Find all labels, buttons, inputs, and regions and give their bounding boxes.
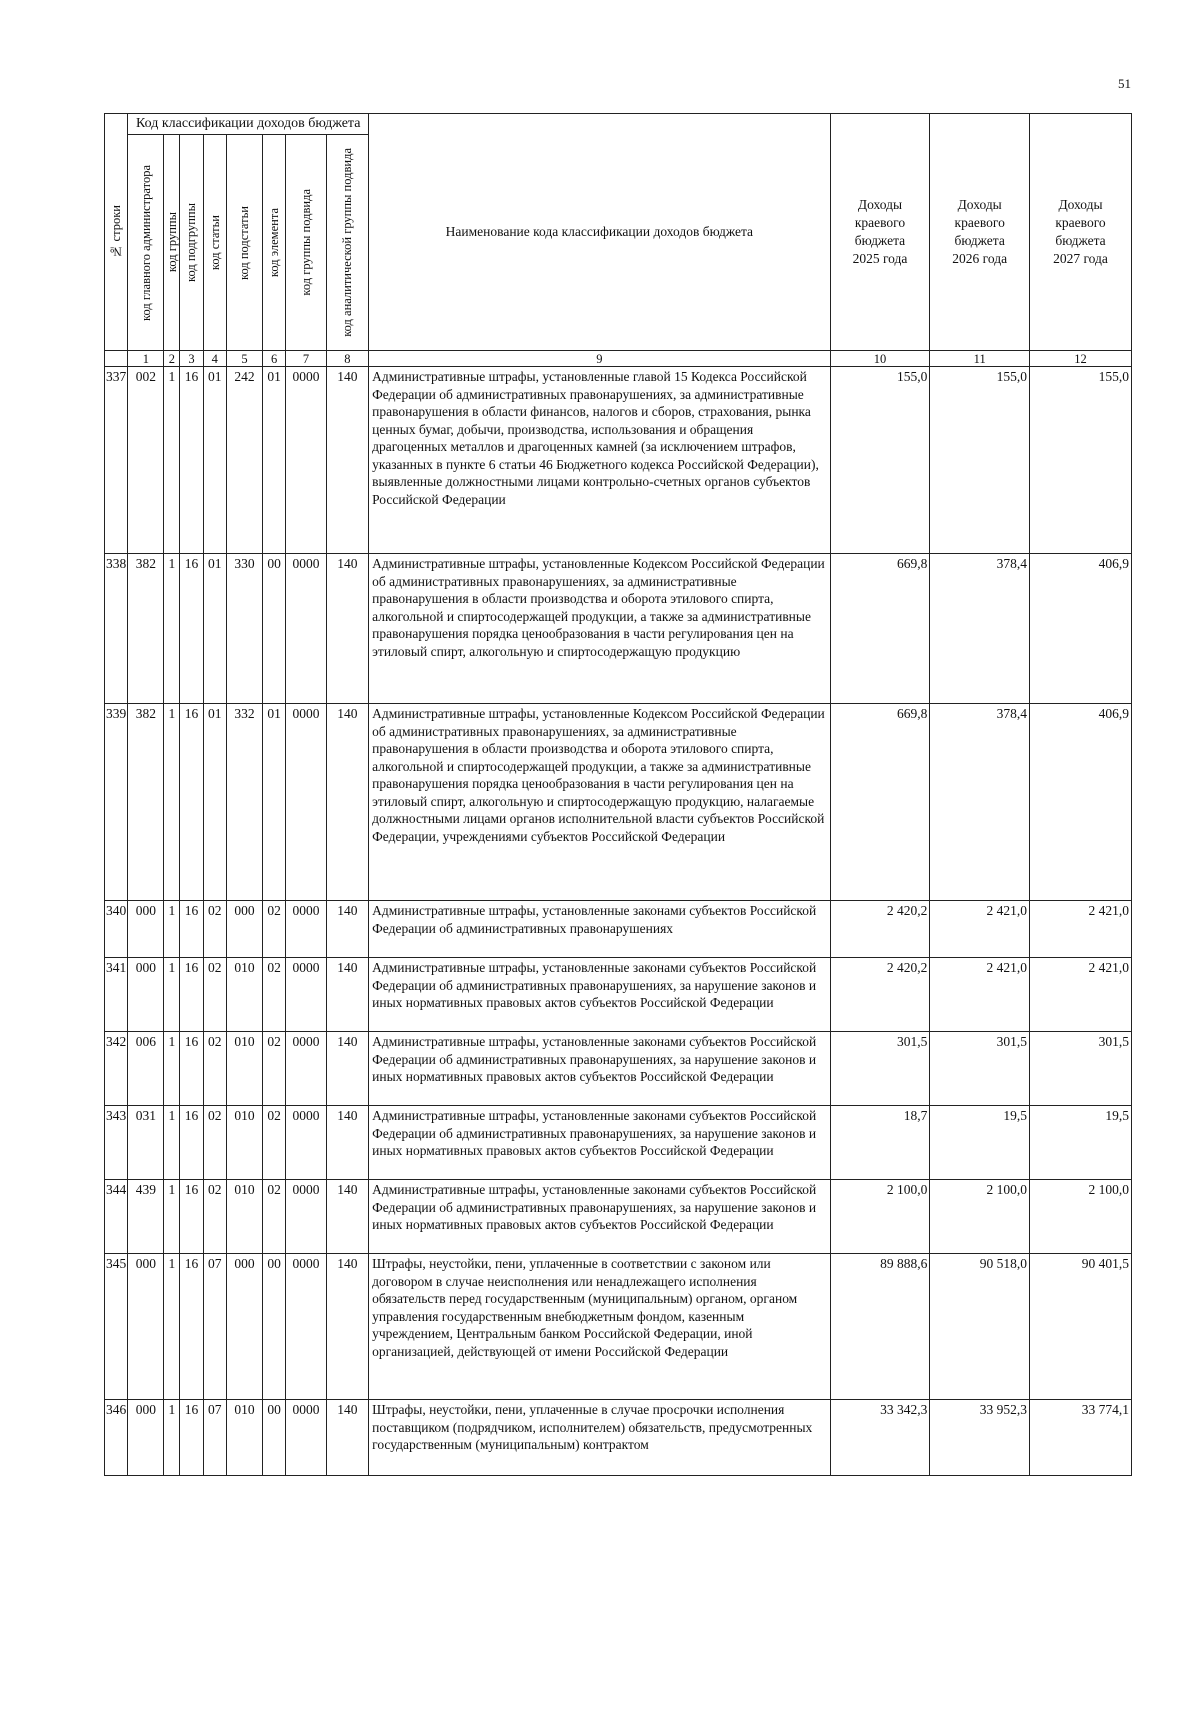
column-number: 1 — [128, 351, 164, 367]
table-row — [105, 1032, 1132, 1106]
subgroup-code: 16 — [180, 1180, 203, 1254]
income-name: Штрафы, неустойки, пени, уплаченные в соответствии с законом или договором в случае неисполнения или ненадлежащего исполнения обязательств перед государственным (муниципальным) органом, органом управления государственным внебюджетным фондом, казенным учреждением, Центральным банком Российской Федерации, иной организацией, действующей от имени Российской Федерации — [369, 1254, 830, 1400]
article-code: 01 — [203, 554, 226, 704]
income-2026: 19,5 — [930, 1106, 1030, 1180]
income-name: Административные штрафы, установленные главой 15 Кодекса Российской Федерации об административных правонарушениях, за административные правонарушения в области финансов, налогов и сборов, страхования, рынка ценных бумаг, добычи, производства, использования и обращения драгоценных металлов и драгоценных камней (за исключением штрафов, указанных в пункте 6 статьи 46 Бюджетного кодекса Российской Федерации), выявленные должностными лицами контрольно-счетных органов субъектов Российской Федерации — [369, 367, 830, 554]
table-row — [105, 1400, 1132, 1476]
subtype-code: 0000 — [286, 1400, 326, 1476]
subgroup-code: 16 — [180, 704, 203, 901]
income-2026: 378,4 — [930, 554, 1030, 704]
subarticle-code: 000 — [226, 1254, 262, 1400]
column-number: 8 — [326, 351, 368, 367]
subgroup-code: 16 — [180, 958, 203, 1032]
element-code: 02 — [263, 958, 286, 1032]
page-number: 51 — [1118, 76, 1131, 91]
header-group-code: код группы — [164, 135, 180, 351]
column-number: 10 — [830, 351, 930, 367]
article-code: 01 — [203, 704, 226, 901]
subgroup-code: 16 — [180, 1106, 203, 1180]
element-code: 01 — [263, 367, 286, 554]
subtype-code: 0000 — [286, 1106, 326, 1180]
analytic-code: 140 — [326, 1106, 368, 1180]
income-2025: 669,8 — [830, 554, 930, 704]
income-2027: 2 421,0 — [1030, 958, 1132, 1032]
element-code: 00 — [263, 554, 286, 704]
income-2025: 155,0 — [830, 367, 930, 554]
header-subgroup-code: код подгруппы — [180, 135, 203, 351]
income-2026: 155,0 — [930, 367, 1030, 554]
row-number: 339 — [105, 704, 128, 901]
article-code: 02 — [203, 1106, 226, 1180]
subgroup-code: 16 — [180, 1254, 203, 1400]
subarticle-code: 010 — [226, 1180, 262, 1254]
header-analytic-group-code: код аналитической группы подвида — [326, 135, 368, 351]
income-name: Административные штрафы, установленные законами субъектов Российской Федерации об административных правонарушениях, за нарушение законов и иных нормативных правовых актов субъектов Российской Федерации — [369, 1032, 830, 1106]
article-code: 07 — [203, 1254, 226, 1400]
header-article-code: код статьи — [203, 135, 226, 351]
income-name: Административные штрафы, установленные законами субъектов Российской Федерации об административных правонарушениях, за нарушение законов и иных нормативных правовых актов субъектов Российской Федерации — [369, 1106, 830, 1180]
income-2026: 378,4 — [930, 704, 1030, 901]
article-code: 01 — [203, 367, 226, 554]
column-numbers-row — [105, 351, 1132, 367]
income-2025: 2 420,2 — [830, 901, 930, 958]
header-income-2026: Доходы краевого бюджета 2026 года — [930, 114, 1030, 351]
row-number: 344 — [105, 1180, 128, 1254]
income-2026: 2 100,0 — [930, 1180, 1030, 1254]
analytic-code: 140 — [326, 1032, 368, 1106]
income-2027: 406,9 — [1030, 554, 1132, 704]
income-name: Административные штрафы, установленные законами субъектов Российской Федерации об административных правонарушениях, за нарушение законов и иных нормативных правовых актов субъектов Российской Федерации — [369, 958, 830, 1032]
subarticle-code: 010 — [226, 1400, 262, 1476]
income-2026: 90 518,0 — [930, 1254, 1030, 1400]
header-classification-group: Код классификации доходов бюджета — [128, 114, 369, 135]
group-code: 1 — [164, 1106, 180, 1180]
admin-code: 439 — [128, 1180, 164, 1254]
row-number: 346 — [105, 1400, 128, 1476]
income-2027: 19,5 — [1030, 1106, 1132, 1180]
analytic-code: 140 — [326, 554, 368, 704]
income-name: Административные штрафы, установленные Кодексом Российской Федерации об административных правонарушениях, за административные правонарушения в области производства и оборота этилового спирта, алкогольной и спиртосодержащей продукции, а также за административные правонарушения порядка ценообразования в части регулирования цен на этиловый спирт, алкогольную и спиртосодержащую продукцию — [369, 554, 830, 704]
income-name: Штрафы, неустойки, пени, уплаченные в случае просрочки исполнения поставщиком (подрядчиком, исполнителем) обязательств, предусмотренных государственным (муниципальным) контрактом — [369, 1400, 830, 1476]
income-2025: 18,7 — [830, 1106, 930, 1180]
group-code: 1 — [164, 554, 180, 704]
table-row — [105, 1106, 1132, 1180]
admin-code: 000 — [128, 1254, 164, 1400]
group-code: 1 — [164, 367, 180, 554]
element-code: 02 — [263, 1106, 286, 1180]
subarticle-code: 330 — [226, 554, 262, 704]
subarticle-code: 332 — [226, 704, 262, 901]
subtype-code: 0000 — [286, 1032, 326, 1106]
row-number: 345 — [105, 1254, 128, 1400]
row-number: 342 — [105, 1032, 128, 1106]
admin-code: 382 — [128, 554, 164, 704]
income-2026: 33 952,3 — [930, 1400, 1030, 1476]
header-code-name: Наименование кода классификации доходов бюджета — [369, 114, 830, 351]
income-2027: 301,5 — [1030, 1032, 1132, 1106]
column-number: 2 — [164, 351, 180, 367]
subtype-code: 0000 — [286, 704, 326, 901]
table-row — [105, 1254, 1132, 1400]
income-2027: 155,0 — [1030, 367, 1132, 554]
income-2025: 669,8 — [830, 704, 930, 901]
analytic-code: 140 — [326, 958, 368, 1032]
subtype-code: 0000 — [286, 554, 326, 704]
income-2027: 90 401,5 — [1030, 1254, 1132, 1400]
income-2025: 33 342,3 — [830, 1400, 930, 1476]
article-code: 02 — [203, 1180, 226, 1254]
income-2027: 2 100,0 — [1030, 1180, 1132, 1254]
column-number — [105, 351, 128, 367]
element-code: 02 — [263, 1180, 286, 1254]
subarticle-code: 000 — [226, 901, 262, 958]
income-name: Административные штрафы, установленные Кодексом Российской Федерации об административных правонарушениях, за административные правонарушения в области производства и оборота этилового спирта, алкогольной и спиртосодержащей продукции, а также за административные правонарушения порядка ценообразования в части регулирования цен на этиловый спирт, алкогольную и спиртосодержащую продукцию, налагаемые должностными лицами органов исполнительной власти субъектов Российской Федерации, учреждениями субъектов Российской Федерации — [369, 704, 830, 901]
header-income-2025: Доходы краевого бюджета 2025 года — [830, 114, 930, 351]
income-2025: 2 420,2 — [830, 958, 930, 1032]
column-number: 4 — [203, 351, 226, 367]
admin-code: 382 — [128, 704, 164, 901]
element-code: 02 — [263, 1032, 286, 1106]
income-2026: 2 421,0 — [930, 901, 1030, 958]
table-row — [105, 958, 1132, 1032]
subtype-code: 0000 — [286, 1180, 326, 1254]
header-subarticle-code: код подстатьи — [226, 135, 262, 351]
article-code: 02 — [203, 958, 226, 1032]
analytic-code: 140 — [326, 367, 368, 554]
income-name: Административные штрафы, установленные законами субъектов Российской Федерации об административных правонарушениях — [369, 901, 830, 958]
row-number: 341 — [105, 958, 128, 1032]
article-code: 07 — [203, 1400, 226, 1476]
subarticle-code: 010 — [226, 1032, 262, 1106]
row-number: 343 — [105, 1106, 128, 1180]
admin-code: 002 — [128, 367, 164, 554]
income-2026: 2 421,0 — [930, 958, 1030, 1032]
element-code: 01 — [263, 704, 286, 901]
subtype-code: 0000 — [286, 958, 326, 1032]
group-code: 1 — [164, 1254, 180, 1400]
table-row — [105, 704, 1132, 901]
article-code: 02 — [203, 1032, 226, 1106]
admin-code: 006 — [128, 1032, 164, 1106]
element-code: 00 — [263, 1254, 286, 1400]
group-code: 1 — [164, 1032, 180, 1106]
group-code: 1 — [164, 1180, 180, 1254]
column-number: 11 — [930, 351, 1030, 367]
column-number: 6 — [263, 351, 286, 367]
subarticle-code: 010 — [226, 958, 262, 1032]
analytic-code: 140 — [326, 1254, 368, 1400]
column-number: 5 — [226, 351, 262, 367]
income-2027: 2 421,0 — [1030, 901, 1132, 958]
subgroup-code: 16 — [180, 1032, 203, 1106]
subgroup-code: 16 — [180, 901, 203, 958]
subtype-code: 0000 — [286, 367, 326, 554]
budget-income-table — [104, 113, 1132, 1476]
row-number: 338 — [105, 554, 128, 704]
subtype-code: 0000 — [286, 1254, 326, 1400]
row-number: 337 — [105, 367, 128, 554]
subgroup-code: 16 — [180, 554, 203, 704]
subgroup-code: 16 — [180, 367, 203, 554]
table-row — [105, 367, 1132, 554]
table-row — [105, 901, 1132, 958]
table-row — [105, 554, 1132, 704]
column-number: 7 — [286, 351, 326, 367]
analytic-code: 140 — [326, 1400, 368, 1476]
analytic-code: 140 — [326, 1180, 368, 1254]
analytic-code: 140 — [326, 901, 368, 958]
header-subtype-group-code: код группы подвида — [286, 135, 326, 351]
admin-code: 000 — [128, 1400, 164, 1476]
group-code: 1 — [164, 704, 180, 901]
admin-code: 000 — [128, 901, 164, 958]
subtype-code: 0000 — [286, 901, 326, 958]
income-2026: 301,5 — [930, 1032, 1030, 1106]
column-number: 9 — [369, 351, 830, 367]
article-code: 02 — [203, 901, 226, 958]
group-code: 1 — [164, 1400, 180, 1476]
subarticle-code: 242 — [226, 367, 262, 554]
element-code: 02 — [263, 901, 286, 958]
element-code: 00 — [263, 1400, 286, 1476]
column-number: 12 — [1030, 351, 1132, 367]
table-row — [105, 1180, 1132, 1254]
header-row-number: № строки — [105, 114, 128, 351]
group-code: 1 — [164, 958, 180, 1032]
header-admin-code: код главного администратора — [128, 135, 164, 351]
row-number: 340 — [105, 901, 128, 958]
income-name: Административные штрафы, установленные законами субъектов Российской Федерации об административных правонарушениях, за нарушение законов и иных нормативных правовых актов субъектов Российской Федерации — [369, 1180, 830, 1254]
income-2025: 89 888,6 — [830, 1254, 930, 1400]
income-2025: 301,5 — [830, 1032, 930, 1106]
header-element-code: код элемента — [263, 135, 286, 351]
income-2027: 406,9 — [1030, 704, 1132, 901]
group-code: 1 — [164, 901, 180, 958]
column-number: 3 — [180, 351, 203, 367]
income-2027: 33 774,1 — [1030, 1400, 1132, 1476]
analytic-code: 140 — [326, 704, 368, 901]
admin-code: 031 — [128, 1106, 164, 1180]
subarticle-code: 010 — [226, 1106, 262, 1180]
income-2025: 2 100,0 — [830, 1180, 930, 1254]
header-income-2027: Доходы краевого бюджета 2027 года — [1030, 114, 1132, 351]
admin-code: 000 — [128, 958, 164, 1032]
subgroup-code: 16 — [180, 1400, 203, 1476]
